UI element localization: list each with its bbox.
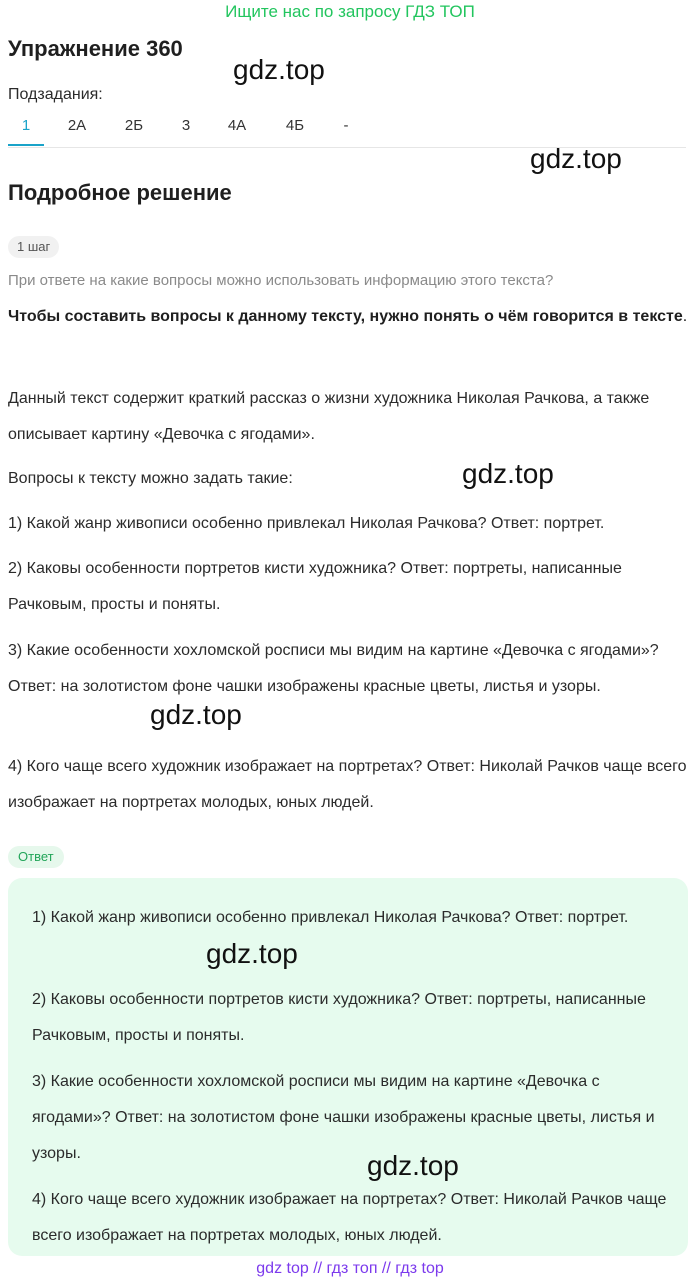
- footer-links[interactable]: gdz top // гдз топ // гдз top: [256, 1260, 444, 1277]
- solution-intro-text: Чтобы составить вопросы к данному тексту, нужно понять о чём говорится в тексте: [8, 308, 683, 325]
- list-item: 3) Какие особенности хохломской росписи мы видим на картине «Девочка с ягодами»? Ответ: на золотистом фоне чашки изображены красные цветы, листья и узоры.: [8, 642, 659, 695]
- tab-2b[interactable]: 2Б: [124, 117, 144, 134]
- tab-dash[interactable]: -: [343, 117, 349, 134]
- step-badge: 1 шаг: [8, 236, 59, 258]
- answer-item: 1) Какой жанр живописи особенно привлекал Николая Рачкова? Ответ: портрет.: [32, 909, 629, 926]
- watermark: gdz.top: [367, 1150, 459, 1181]
- solution-intro-period: .: [682, 308, 688, 325]
- watermark: gdz.top: [150, 699, 242, 730]
- watermark: gdz.top: [530, 143, 622, 174]
- tab-3[interactable]: 3: [181, 117, 191, 134]
- answer-badge: Ответ: [8, 846, 64, 868]
- tab-2a[interactable]: 2А: [67, 117, 87, 134]
- subtasks-label: Подзадания:: [8, 86, 103, 103]
- question-text: При ответе на какие вопросы можно использовать информацию этого текста?: [8, 272, 554, 289]
- section-title: Подробное решение: [8, 180, 232, 205]
- watermark: gdz.top: [206, 938, 298, 969]
- tab-4b[interactable]: 4Б: [285, 117, 305, 134]
- list-item: 2) Каковы особенности портретов кисти художника? Ответ: портреты, написанные Рачковым, просты и поняты.: [8, 560, 622, 613]
- answer-item: 2) Каковы особенности портретов кисти художника? Ответ: портреты, написанные Рачковым, просты и поняты.: [32, 991, 646, 1044]
- page-title: Упражнение 360: [8, 36, 183, 61]
- answer-item: 3) Какие особенности хохломской росписи мы видим на картине «Девочка с ягодами»? Ответ: на золотистом фоне чашки изображены красные цветы, листья и узоры.: [32, 1073, 655, 1162]
- list-item: 1) Какой жанр живописи особенно привлекал Николая Рачкова? Ответ: портрет.: [8, 515, 605, 532]
- tab-1[interactable]: 1: [8, 107, 44, 146]
- watermark: gdz.top: [462, 458, 554, 489]
- solution-intro: [8, 299, 692, 335]
- answer-box: [8, 878, 688, 1256]
- answer-item: 4) Кого чаще всего художник изображает на портретах? Ответ: Николай Рачков чаще всего изображает на портретах молодых, юных людей.: [32, 1191, 667, 1244]
- list-item: 4) Кого чаще всего художник изображает на портретах? Ответ: Николай Рачков чаще всего изображает на портретах молодых, юных людей.: [8, 758, 687, 811]
- tab-4a[interactable]: 4А: [227, 117, 247, 134]
- top-banner: Ищите нас по запросу ГДЗ ТОП: [225, 2, 475, 21]
- subtask-tabs: [8, 107, 686, 148]
- paragraph: Данный текст содержит краткий рассказ о жизни художника Николая Рачкова, а также описывает картину «Девочка с ягодами».: [8, 390, 650, 443]
- paragraph: Вопросы к тексту можно задать такие:: [8, 470, 293, 487]
- watermark: gdz.top: [233, 54, 325, 85]
